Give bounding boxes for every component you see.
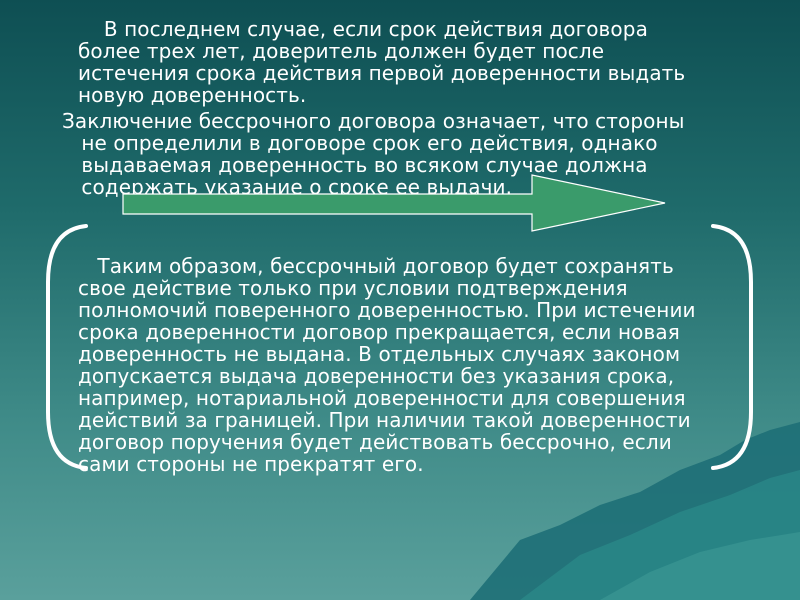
- paragraph-conclusion: Таким образом, бессрочный договор будет сохранять свое действие только при условии подтверждения полномочий поверенного доверенностью. При истечении срока доверенности договор прекращается, если новая доверенность не выдана. В отдельных случаях законом допускается выдача доверенности без указания срока, например, нотариальной доверенности для совершения действий за границей. При наличии такой доверенности договор поручения будет действовать бессрочно, если сами стороны не прекратят его.: [78, 254, 696, 476]
- right-arrow-icon: [120, 172, 670, 234]
- paragraph-indefinite-contract: Заключение бессрочного договора означает, что стороны не определили в договоре срок его действия, однако выдаваемая доверенность во всяком случае должна содержать указание о сроке ее выдачи.: [62, 109, 685, 199]
- paragraph-last-case: В последнем случае, если срок действия договора более трех лет, доверитель должен будет после истечения срока действия первой доверенности выдать новую доверенность.: [78, 17, 686, 107]
